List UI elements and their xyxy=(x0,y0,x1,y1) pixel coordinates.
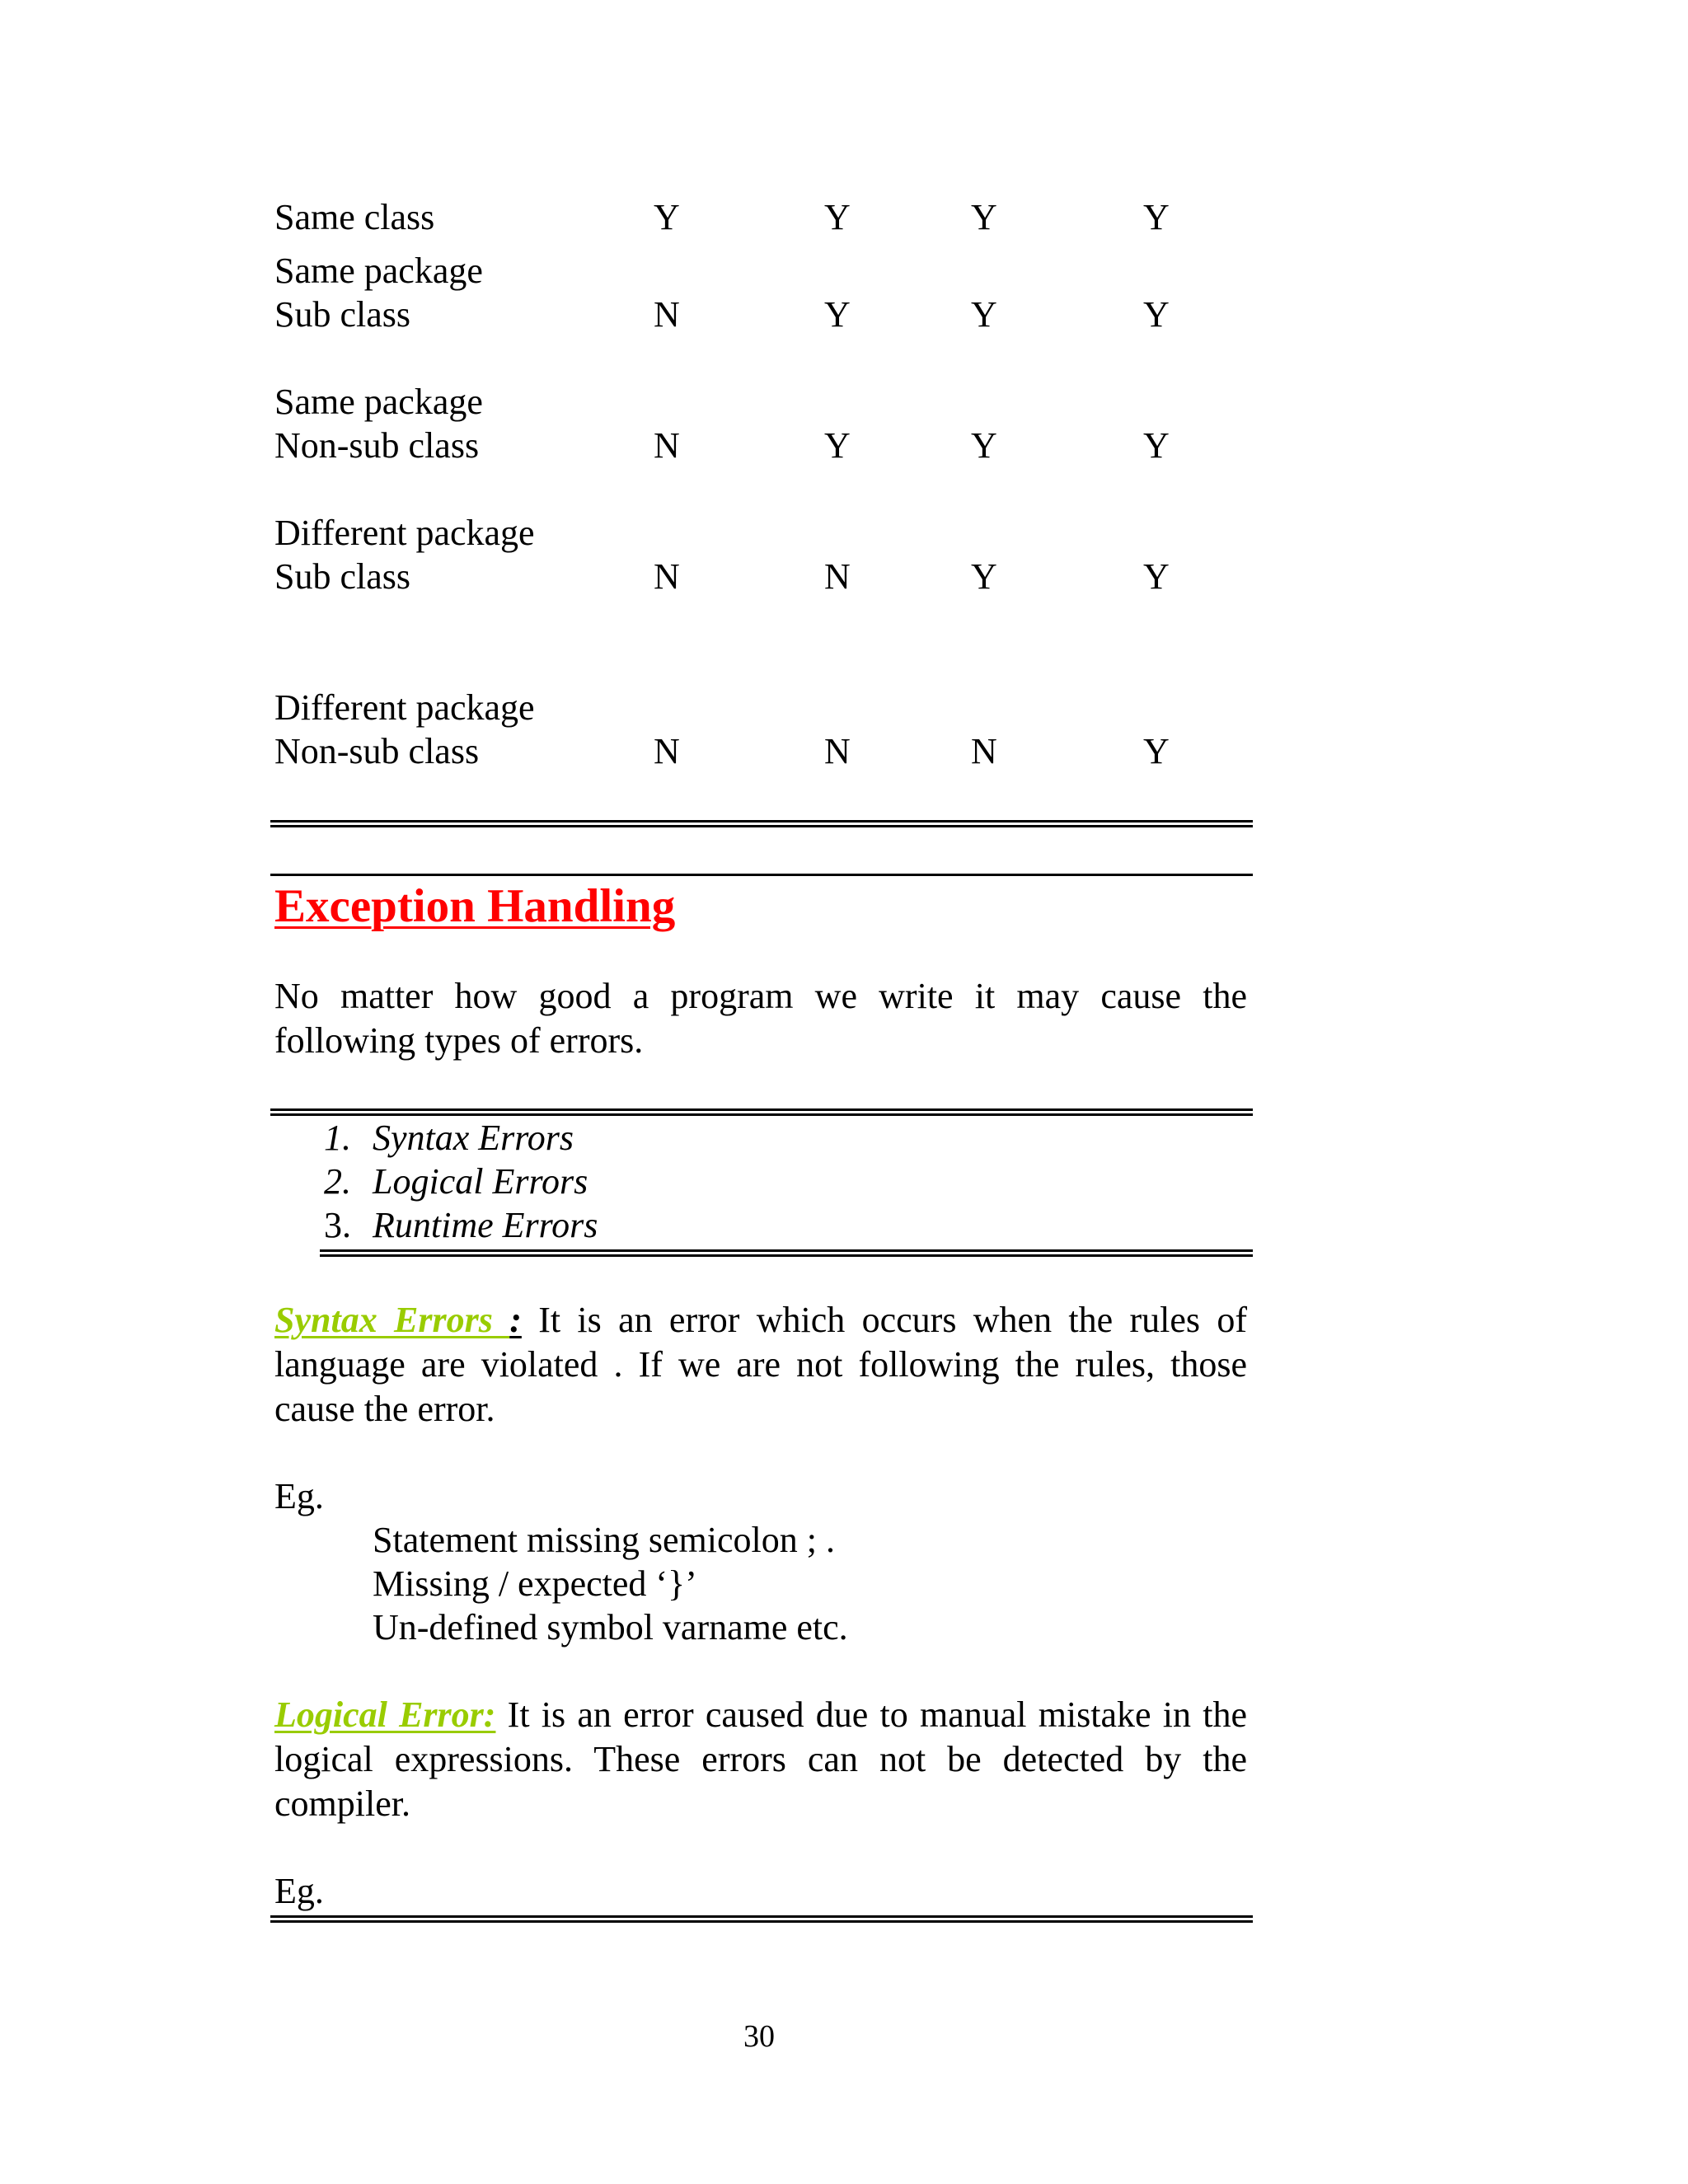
syntax-errors-paragraph xyxy=(274,1298,1247,1432)
table-cell: N xyxy=(824,731,851,771)
list-item-number: 2. xyxy=(324,1161,351,1202)
table-cell: Y xyxy=(654,197,680,237)
section-top-rule xyxy=(270,874,1253,876)
table-cell: Y xyxy=(1143,556,1170,597)
table-cell: Y xyxy=(971,425,997,466)
page-bottom-rule xyxy=(270,1915,1253,1923)
table-cell: N xyxy=(654,731,680,771)
table-row-label: Sub class xyxy=(274,294,410,335)
table-cell: Y xyxy=(824,425,851,466)
table-row-label: Non-sub class xyxy=(274,425,480,466)
table-cell: Y xyxy=(1143,425,1170,466)
table-row-label: Non-sub class xyxy=(274,731,480,771)
logical-eg-label: Eg. xyxy=(274,1871,324,1911)
section-title: Exception Handling xyxy=(274,880,676,932)
table-cell: Y xyxy=(1143,294,1170,335)
list-item: Logical Errors xyxy=(373,1161,588,1202)
list-top-rule xyxy=(270,1108,1253,1116)
list-bottom-rule xyxy=(320,1249,1253,1257)
intro-text: No matter how good a program we write it may cause the following types of errors. xyxy=(274,976,1247,1061)
table-cell: N xyxy=(654,425,680,466)
table-cell: N xyxy=(654,556,680,597)
syntax-eg-label: Eg. xyxy=(274,1476,324,1516)
table-cell: Y xyxy=(971,197,997,237)
syntax-errors-definition: It is an error which occurs when the rules of language are violated . If we are not following the rules, those cause the error. xyxy=(274,1300,1247,1429)
table-cell: Y xyxy=(971,294,997,335)
logical-error-text xyxy=(274,1693,1247,1826)
list-item: Syntax Errors xyxy=(373,1118,574,1158)
syntax-example: Statement missing semicolon ; . xyxy=(373,1520,835,1560)
table-row-label: Different package xyxy=(274,513,535,553)
table-bottom-rule xyxy=(270,820,1253,827)
table-row-label: Sub class xyxy=(274,556,410,597)
table-cell: N xyxy=(971,731,997,771)
table-cell: Y xyxy=(1143,731,1170,771)
table-cell: Y xyxy=(1143,197,1170,237)
syntax-errors-text xyxy=(274,1298,1247,1432)
logical-error-paragraph xyxy=(274,1693,1247,1826)
list-item-number: 3. xyxy=(324,1205,351,1245)
table-cell: Y xyxy=(824,294,851,335)
intro-paragraph xyxy=(274,974,1247,1063)
table-cell: Y xyxy=(824,197,851,237)
syntax-errors-term: Syntax Errors xyxy=(274,1300,510,1340)
list-item: Runtime Errors xyxy=(373,1205,598,1245)
table-cell: Y xyxy=(971,556,997,597)
table-row-label: Same class xyxy=(274,197,435,237)
syntax-errors-colon: : xyxy=(509,1300,522,1340)
syntax-example: Missing / expected ‘}’ xyxy=(373,1563,697,1604)
syntax-example: Un-defined symbol varname etc. xyxy=(373,1607,848,1647)
page-number: 30 xyxy=(743,2019,775,2054)
list-item-number: 1. xyxy=(324,1118,351,1158)
logical-error-definition: It is an error caused due to manual mistake in the logical expressions. These errors can not be detected by the compiler. xyxy=(274,1694,1247,1824)
table-row-label: Same package xyxy=(274,251,483,291)
table-row-label: Same package xyxy=(274,382,483,422)
table-cell: N xyxy=(654,294,680,335)
table-cell: N xyxy=(824,556,851,597)
logical-error-term: Logical Error: xyxy=(274,1694,496,1735)
table-row-label: Different package xyxy=(274,687,535,728)
